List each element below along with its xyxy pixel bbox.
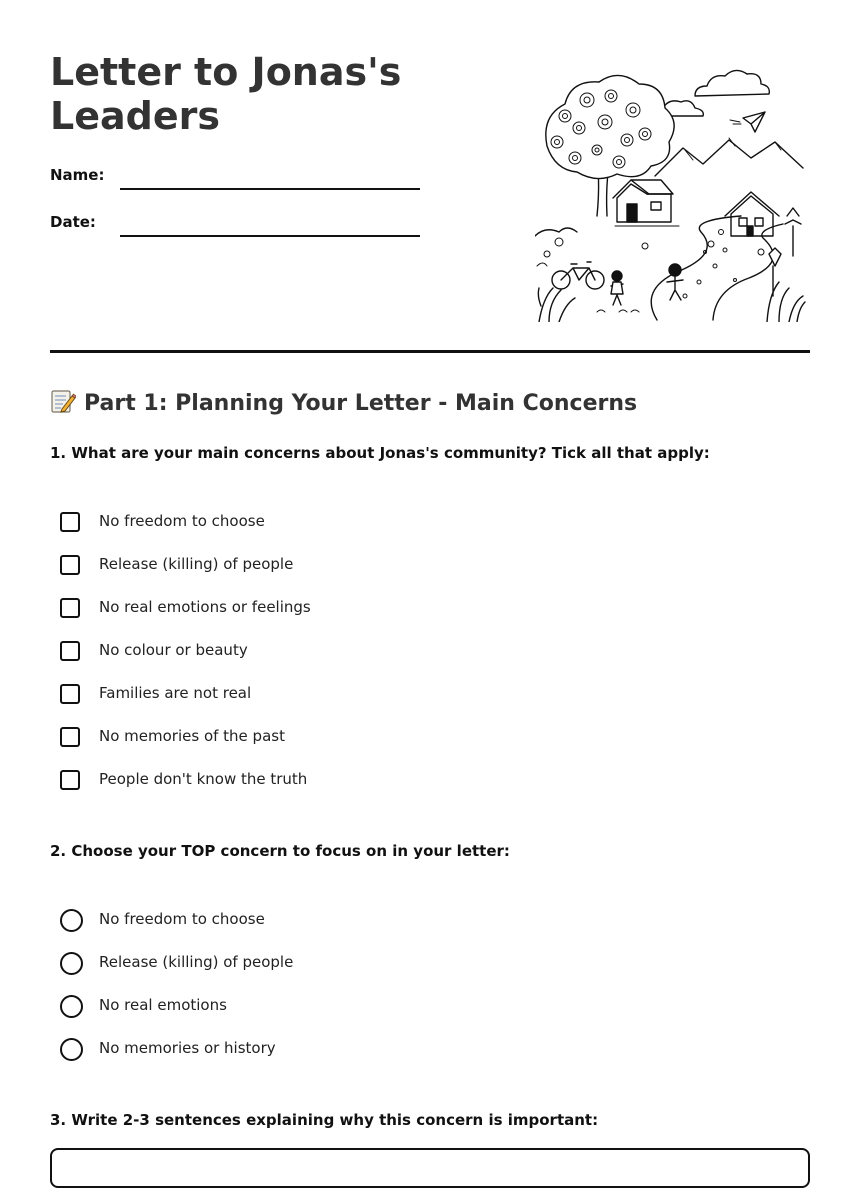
- question-1: 1. What are your main concerns about Jonas's community? Tick all that apply:: [50, 444, 710, 462]
- radio-button[interactable]: [60, 909, 83, 932]
- option-label: No freedom to choose: [99, 910, 265, 928]
- checkbox[interactable]: [60, 770, 80, 790]
- date-write-line[interactable]: [120, 235, 420, 237]
- village-illustration: [535, 66, 807, 322]
- checkbox[interactable]: [60, 727, 80, 747]
- memo-pencil-icon: [50, 388, 76, 414]
- checkbox[interactable]: [60, 641, 80, 661]
- checkbox[interactable]: [60, 512, 80, 532]
- part1-heading: [50, 388, 637, 416]
- concern-option-freedom[interactable]: [60, 510, 760, 553]
- concern-option-colour[interactable]: [60, 639, 760, 682]
- option-label: People don't know the truth: [99, 770, 308, 788]
- option-label: Families are not real: [99, 684, 252, 702]
- part1-title: Part 1: Planning Your Letter - Main Concerns: [84, 391, 638, 416]
- question-2: 2. Choose your TOP concern to focus on in your letter:: [50, 842, 510, 860]
- top-concern-option-emotions[interactable]: [60, 994, 760, 1037]
- option-label: No memories of the past: [99, 727, 285, 745]
- top-concern-option-release[interactable]: [60, 951, 760, 994]
- checkbox[interactable]: [60, 598, 80, 618]
- name-field[interactable]: [50, 162, 430, 192]
- option-label: No real emotions: [99, 996, 227, 1014]
- option-label: No real emotions or feelings: [99, 598, 311, 616]
- concern-option-families[interactable]: [60, 682, 760, 725]
- concern-option-emotions[interactable]: [60, 596, 760, 639]
- worksheet-header: [50, 50, 810, 330]
- checkbox[interactable]: [60, 684, 80, 704]
- concern-option-truth[interactable]: [60, 768, 760, 811]
- option-label: Release (killing) of people: [99, 555, 294, 573]
- radio-button[interactable]: [60, 952, 83, 975]
- worksheet-page: [50, 0, 810, 1161]
- top-concern-option-freedom[interactable]: [60, 908, 760, 951]
- concern-option-release[interactable]: [60, 553, 760, 596]
- radio-button[interactable]: [60, 1038, 83, 1061]
- concerns-checklist: [60, 510, 760, 811]
- name-write-line[interactable]: [120, 188, 420, 190]
- top-concern-radio-group: [60, 908, 760, 1080]
- question-3: 3. Write 2-3 sentences explaining why this concern is important:: [50, 1111, 599, 1129]
- option-label: No memories or history: [99, 1039, 276, 1057]
- name-label: Name:: [50, 166, 105, 184]
- date-field[interactable]: [50, 209, 430, 239]
- date-label: Date:: [50, 213, 96, 231]
- radio-button[interactable]: [60, 995, 83, 1018]
- header-divider: [50, 350, 810, 353]
- page-title: Letter to Jonas's Leaders: [50, 50, 402, 138]
- concern-option-memories[interactable]: [60, 725, 760, 768]
- top-concern-option-memories[interactable]: [60, 1037, 760, 1080]
- option-label: No freedom to choose: [99, 512, 265, 530]
- checkbox[interactable]: [60, 555, 80, 575]
- answer-textbox[interactable]: [50, 1148, 810, 1188]
- option-label: No colour or beauty: [99, 641, 248, 659]
- option-label: Release (killing) of people: [99, 953, 294, 971]
